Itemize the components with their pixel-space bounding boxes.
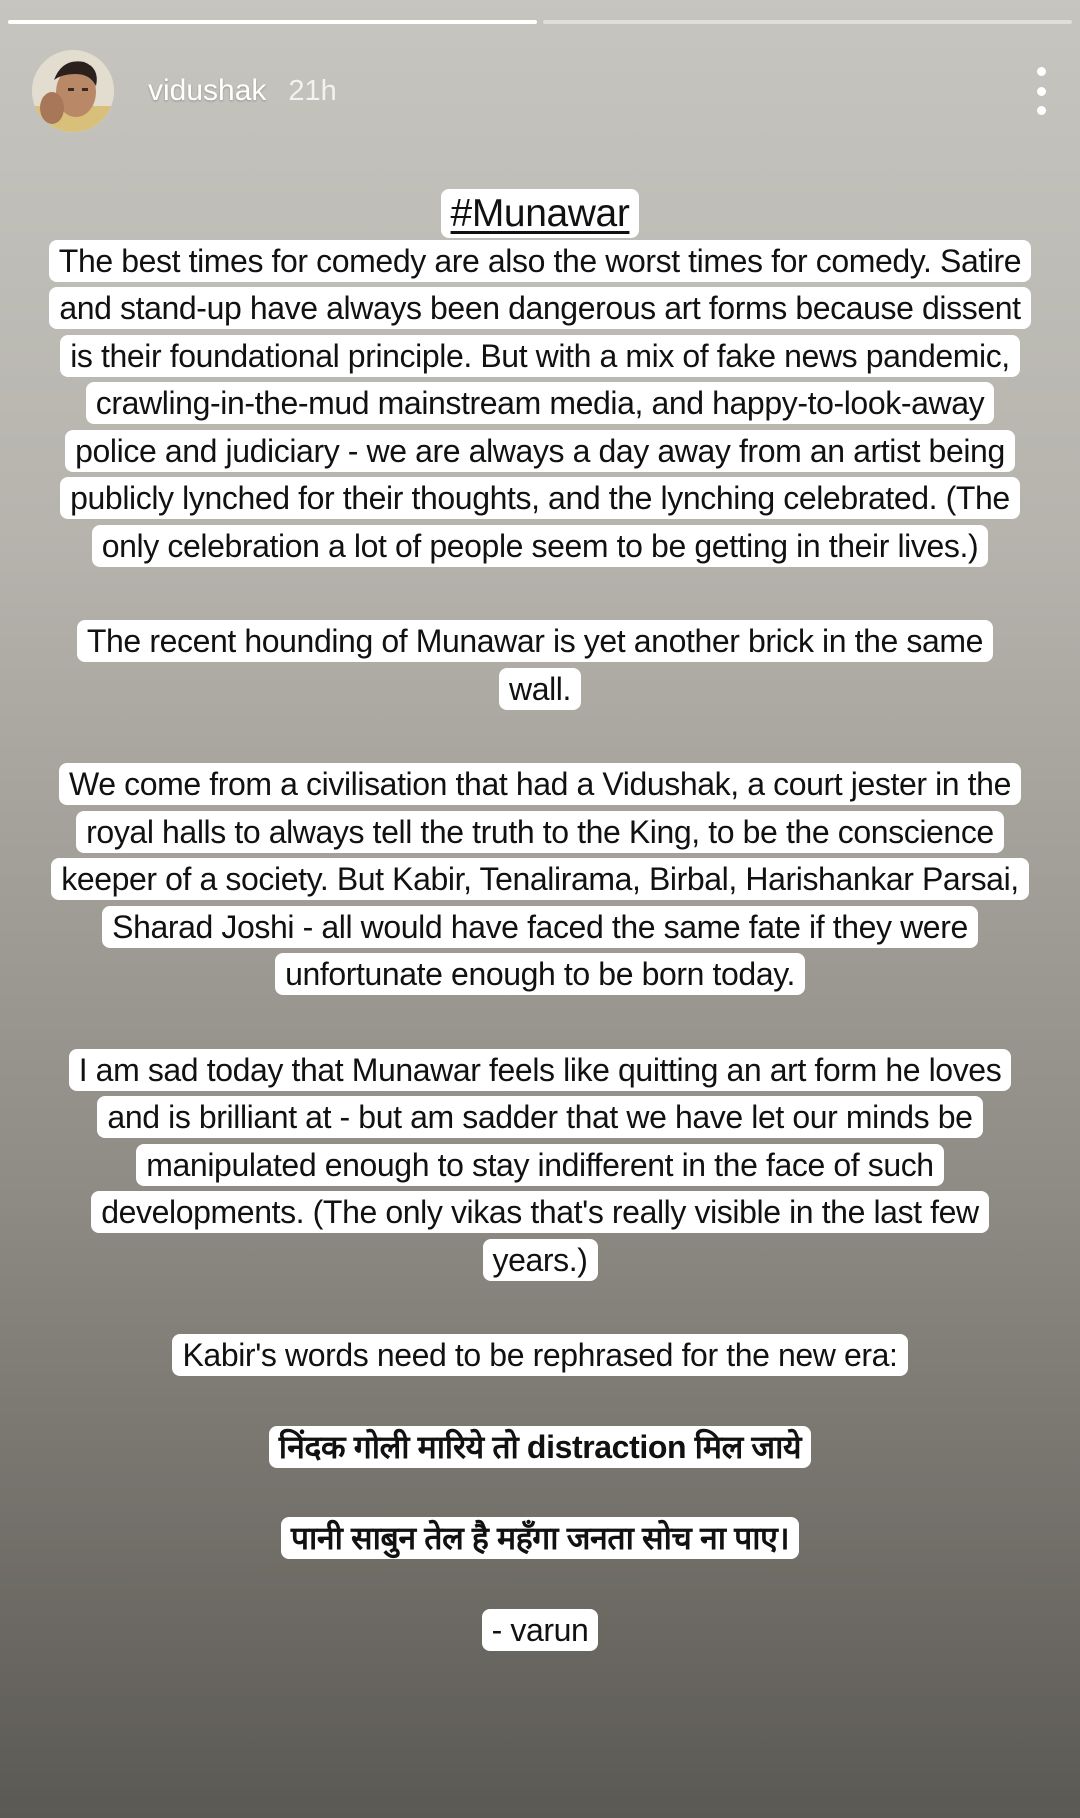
paragraph-text: I am sad today that Munawar feels like quitting an art form he loves and is brilliant at - but am sadder that we have let our minds be manipulated enough to stay indifferent in the face of such developments. (The only vikas that's really visible in the last few years.) <box>69 1049 1012 1281</box>
paragraph-1 <box>48 238 1032 571</box>
paragraph-text: Kabir's words need to be rephrased for the new era: <box>172 1334 907 1376</box>
more-vertical-icon[interactable] <box>1026 61 1056 121</box>
hashtag-munawar[interactable]: #Munawar <box>441 189 640 238</box>
couplet-text: पानी साबुन तेल है महँगा जनता सोच ना पाए। <box>281 1517 799 1559</box>
signature <box>48 1607 1032 1655</box>
couplet-line-2 <box>48 1515 1032 1563</box>
story-header <box>32 48 1056 134</box>
avatar[interactable] <box>32 50 114 132</box>
paragraph-text: The best times for comedy are also the worst times for comedy. Satire and stand-up have always been dangerous art forms because dissent is their foundational principle. But with a mix of fake news pandemic, crawling-in-the-mud mainstream media, and happy-to-look-away police and judiciary - we are always a day away from an artist being publicly lynched for their thoughts, and the lynching celebrated. (The only celebration a lot of people seem to be getting in their lives.) <box>49 240 1031 567</box>
signature-text: - varun <box>482 1609 599 1651</box>
username[interactable]: vidushak <box>148 74 267 107</box>
couplet-line-1 <box>48 1424 1032 1472</box>
paragraph-3 <box>48 761 1032 999</box>
story-progress-bar <box>8 20 1072 24</box>
paragraph-5 <box>48 1332 1032 1380</box>
progress-segment-2 <box>543 20 1072 24</box>
couplet-text: निंदक गोली मारिये तो distraction मिल जाये <box>269 1426 811 1468</box>
paragraph-text: We come from a civilisation that had a Vidushak, a court jester in the royal halls to always tell the truth to the King, to be the conscience keeper of a society. But Kabir, Tenalirama, Birbal, Harishankar Parsai, Sharad Joshi - all would have faced the same fate if they were unfortunate enough to be born today. <box>51 763 1029 995</box>
progress-segment-1 <box>8 20 537 24</box>
post-timestamp: 21h <box>288 74 337 107</box>
paragraph-text: The recent hounding of Munawar is yet another brick in the same wall. <box>77 620 993 710</box>
paragraph-4 <box>48 1047 1032 1285</box>
story-text <box>48 190 1032 1702</box>
paragraph-2 <box>48 618 1032 713</box>
hashtag-block <box>48 190 1032 238</box>
